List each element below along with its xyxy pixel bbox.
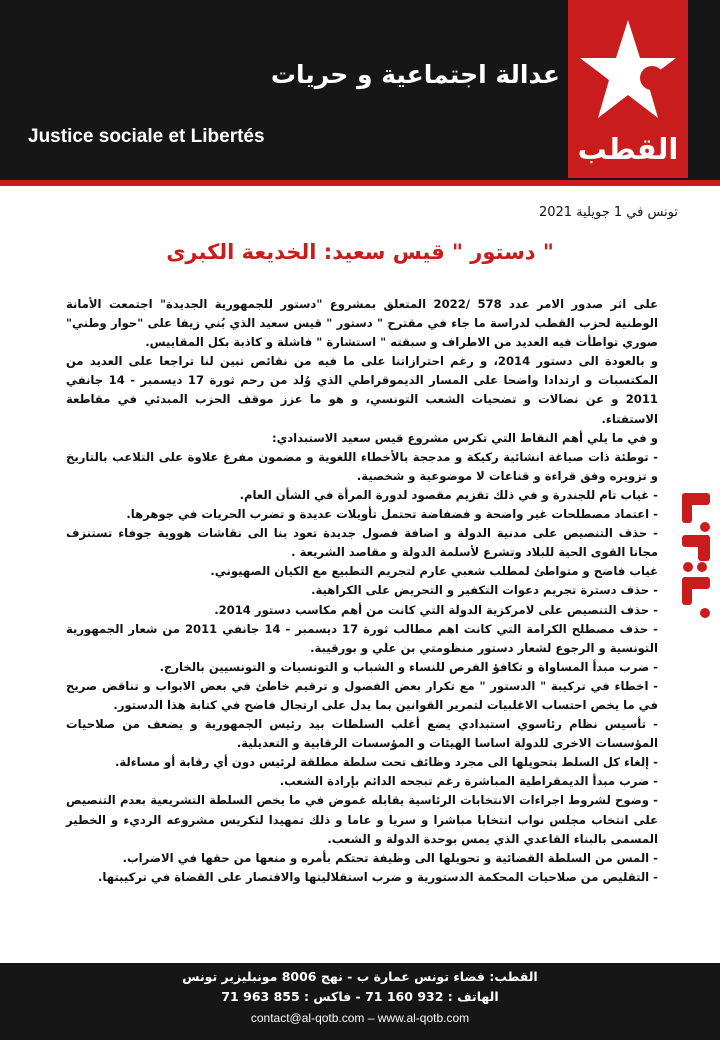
list-item: - اعتماد مصطلحات غير واضحة و فضفاضة تحتمل تأويلات عديدة و تضرب الحريات في جوهرها.	[126, 507, 658, 522]
list-item: - ضرب مبدأ المساواة و تكافؤ الفرص للنساء و الشباب و التونسيات و التونسيين بالخارج.	[159, 659, 658, 674]
document-title: " دستور " قيس سعيد: الخديعة الكبرى	[166, 240, 554, 264]
letterhead-footer	[0, 963, 720, 1040]
list-item: - حذف التنصيص على لامركزية الدولة التي كانت من أهم مكاسب دستور 2014.	[214, 602, 658, 617]
list-item: - وضوح لشروط اجراءات الانتخابات الرئاسية يقابله غموض في ما يخص السلطة التشريعية بعدم التنصيص على انتخاب مجلس نواب انتخابا مباشرا و سريا و عاما و ذلك تمهيدا لتكريس مشروعه الرديء و الخطير المسمى بالبناء القاعدي الذي يمس بوحدة الدولة و الشعب.	[66, 793, 658, 846]
list-item: - توطئة ذات صياغة انشائية ركيكة و مدججة بالأخطاء اللغوية و مضمون مفرغ علاوة على التلاعب بالتاريخ و تزويره وفق قراءة و قناعات لا موضوعية و شخصية.	[66, 449, 658, 483]
statement-watermark	[672, 485, 720, 625]
list-item: - حذف مصطلح الكرامة التي كانت اهم مطالب ثورة 17 ديسمبر - 14 جانفي 2011 من شعار الجمهورية التونسية و الرجوع لشعار دستور منظومتي بن علي و بورقيبة.	[66, 621, 658, 655]
header-divider	[0, 180, 720, 186]
logo-text: القطب	[577, 132, 679, 166]
letterhead-header	[0, 0, 720, 186]
paragraph: على اثر صدور الامر عدد 578 /2022 المتعلق بمشروع "دستور للجمهورية الجديدة" اجتمعت الأمانة الوطنية لحزب القطب لدراسة ما جاء في مقترح " دستور " قيس سعيد الذي بُني زيفا على "حوار وطني" صوري تواطأت فيه العديد من الاطراف و سبقته " استشارة " فاشلة و كاذبة بكل المقاييس.	[66, 297, 658, 350]
list-item: غياب فاضح و متواطئ لمطلب شعبي عارم لتجريم التطبيع مع الكيان الصهيوني.	[210, 564, 658, 579]
footer-contact: contact@al-qotb.com – www.al-qotb.com	[250, 1011, 470, 1025]
list-item: - المس من السلطة القضائية و تحويلها الى وظيفة تحتكم بأمره و منعها من حقها في الاضراب.	[122, 850, 658, 865]
document-date: تونس في 1 جويلية 2021	[538, 205, 678, 220]
footer-address: القطب: فضاء تونس عمارة ب - نهج 8006 مونبليزير تونس	[182, 969, 538, 984]
list-item: - حذف دسترة تجريم دعوات التكفير و التحريض على الكراهية.	[311, 583, 658, 598]
list-item: - حذف التنصيص على مدنية الدولة و اضافة فصول جديدة تعود بنا الى نقاشات هووية جوفاء تستنزف مجانا القوى الحية للبلاد وتشرع لأسلمة الدولة و مقاصد الشريعة .	[66, 526, 658, 560]
list-item: - اخطاء في تركيبة " الدستور " مع تكرار بعض الفصول و ترقيم خاطئ في بعض الابواب و تناقض صريح في ما يخص احتساب الاغلبيات لتمرير القوانين بما يدل على ارتجال فاضح في كتابة هذا الدستور.	[66, 678, 658, 712]
party-slogan-french: Justice sociale et Libertés	[28, 126, 265, 147]
star-icon	[578, 18, 678, 128]
party-logo	[568, 0, 688, 178]
paragraph: و في ما يلي أهم النقاط التي تكرس مشروع قيس سعيد الاستبدادي:	[271, 430, 658, 445]
document-body	[66, 295, 658, 887]
footer-phone: الهاتف : 932 160 71 - فاكس : 855 963 71	[221, 989, 499, 1004]
list-item: - غياب تام للجندرة و في ذلك تقزيم مقصود لدورة المرأة في الشأن العام.	[239, 487, 658, 502]
list-item: - ضرب مبدأ الديمقراطية المباشرة رغم تبجحه الدائم بإرادة الشعب.	[279, 774, 658, 789]
party-slogan-arabic: عدالة اجتماعية و حريات	[270, 60, 560, 89]
paragraph: و بالعودة الى دستور 2014، و رغم احترازاتنا على ما فيه من نقائص تبين لنا تراجعا على العديد من المكتسبات و ارتدادا واضحا على المسار الديموقراطي الذي وُلد من رحم ثورة 17 ديسمبر - 14 جانفي 2011 و عن نضالات و تضحيات الشعب التونسي، و هو ما عزز موقف الحزب المبدئي في مقاطعة الاستفتاء.	[66, 354, 658, 426]
list-item: - إلغاء كل السلط بتحويلها الى مجرد وظائف تحت سلطة مطلقة لرئيس دون أي رقابة أو مساءلة.	[114, 755, 658, 770]
list-item: - تأسيس نظام رئاسوي استبدادي يضع أغلب السلطات بيد رئيس الجمهورية و يضعف من صلاحيات المؤسسات الاخرى للدولة اساسا الهيئات و المؤسسات الرقابية و التعديلية.	[66, 717, 658, 751]
list-item: - التقليص من صلاحيات المحكمة الدستورية و ضرب استقلاليتها والاقتصار على القضاة في تركيبتها.	[97, 869, 658, 884]
